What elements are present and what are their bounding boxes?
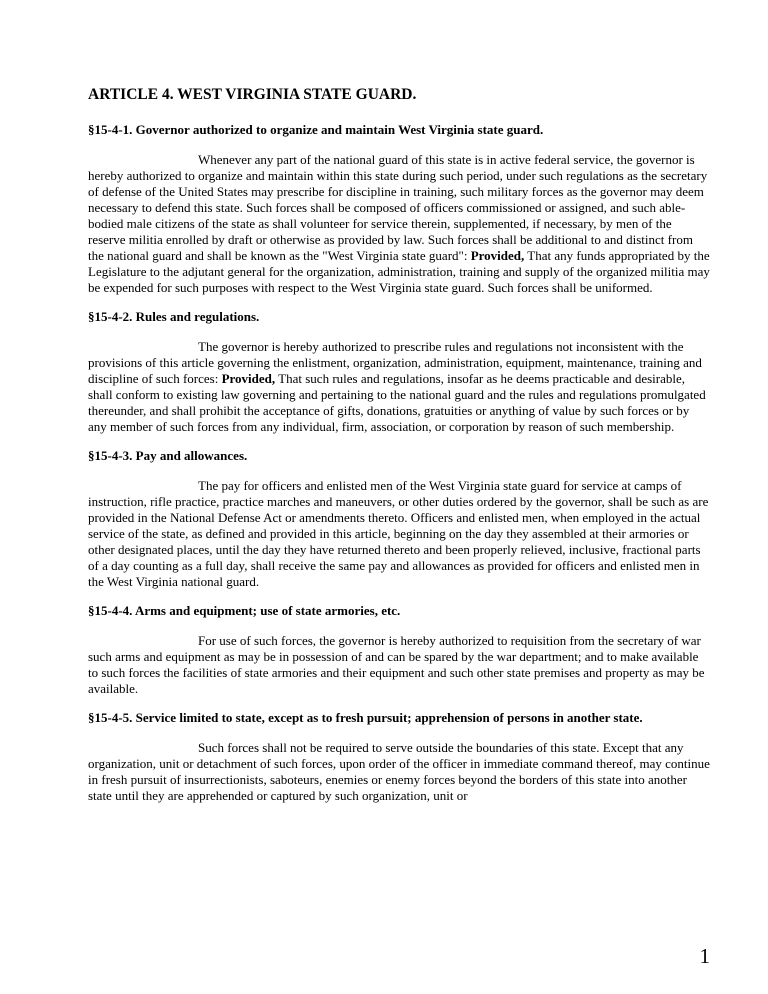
section-heading: §15-4-2. Rules and regulations. xyxy=(88,308,260,324)
paragraph-text: The pay for officers and enlisted men of the West Virginia state guard for service at camps of instruction, rifle practice, practice marches and maneuvers, or other duties ordered by the governor, shall be such as are provided in the National Defense Act or amendments thereto. Officers and enlisted men, when employed in the actual service of the state, as defined and provided in this article, beginning on the day they assembled at their armories or other designated places, until the day they have returned thereto and been properly relieved, inclusive, fractional parts of a day counting as a full day, shall receive the same pay and allowances as provided for officers and enlisted men in the West Virginia national guard. xyxy=(88,477,709,589)
proviso-emphasis: Provided, xyxy=(470,247,525,263)
section-15-4-2 xyxy=(88,309,710,435)
section-heading: §15-4-3. Pay and allowances. xyxy=(88,447,248,463)
proviso-emphasis: Provided, xyxy=(221,370,276,386)
page-number: 1 xyxy=(699,944,710,968)
section-paragraph xyxy=(88,633,710,697)
section-15-4-5 xyxy=(88,710,710,804)
section-15-4-4 xyxy=(88,603,710,697)
section-heading: §15-4-5. Service limited to state, except as to fresh pursuit; apprehension of persons in another state. xyxy=(88,709,643,725)
paragraph-text: For use of such forces, the governor is hereby authorized to requisition from the secretary of war such arms and equipment as may be in possession of and can be spared by the war department; and to make available to such forces the facilities of state armories and their equipment and such other state premises and property as may be available. xyxy=(88,632,705,696)
section-15-4-3 xyxy=(88,448,710,590)
paragraph-text: Such forces shall not be required to serve outside the boundaries of this state. Except that any organization, unit or detachment of such forces, upon order of the officer in immediate command thereof, may continue in fresh pursuit of insurrectionists, saboteurs, enemies or enemy forces beyond the borders of this state into another state until they are apprehended or captured by such organization, unit or xyxy=(88,739,710,803)
paragraph-text: That such rules and regulations, insofar as he deems practicable and desirable, shall conform to existing law governing and pertaining to the national guard and the rules and regulations promulgated thereunder, and shall prohibit the acceptance of gifts, donations, gratuities or anything of value by such forces or by any member of such forces from any individual, firm, association, or corporation by reason of such membership. xyxy=(88,370,706,434)
section-15-4-1 xyxy=(88,122,710,296)
section-paragraph xyxy=(88,339,710,435)
section-heading: §15-4-1. Governor authorized to organize and maintain West Virginia state guard. xyxy=(88,121,544,137)
section-paragraph xyxy=(88,740,710,804)
paragraph-text: That any funds appropriated by the Legislature to the adjutant general for the organization, administration, training and supply of the organized militia may be expended for such purposes with respect to the West Virginia state guard. Such forces shall be uniformed. xyxy=(88,247,710,295)
section-paragraph xyxy=(88,152,710,296)
paragraph-text: The governor is hereby authorized to prescribe rules and regulations not inconsistent with the provisions of this article governing the enlistment, organization, administration, equipment, maintenance, training and discipline of such forces: xyxy=(88,338,702,386)
paragraph-text: Whenever any part of the national guard of this state is in active federal service, the governor is hereby authorized to organize and maintain within this state during such period, under such regulations as the secretary of defense of the United States may prescribe for discipline in training, such military forces as the governor may deem necessary to defend this state. Such forces shall be composed of officers commissioned or assigned, and such able-bodied male citizens of the state as shall volunteer for service therein, supplemented, if necessary, by men of the reserve militia enrolled by draft or otherwise as provided by law. Such forces shall be additional to and distinct from the national guard and shall be known as the "West Virginia state guard": xyxy=(88,151,708,263)
section-heading: §15-4-4. Arms and equipment; use of state armories, etc. xyxy=(88,602,401,618)
section-paragraph xyxy=(88,478,710,590)
article-title: ARTICLE 4. WEST VIRGINIA STATE GUARD. xyxy=(88,86,417,103)
